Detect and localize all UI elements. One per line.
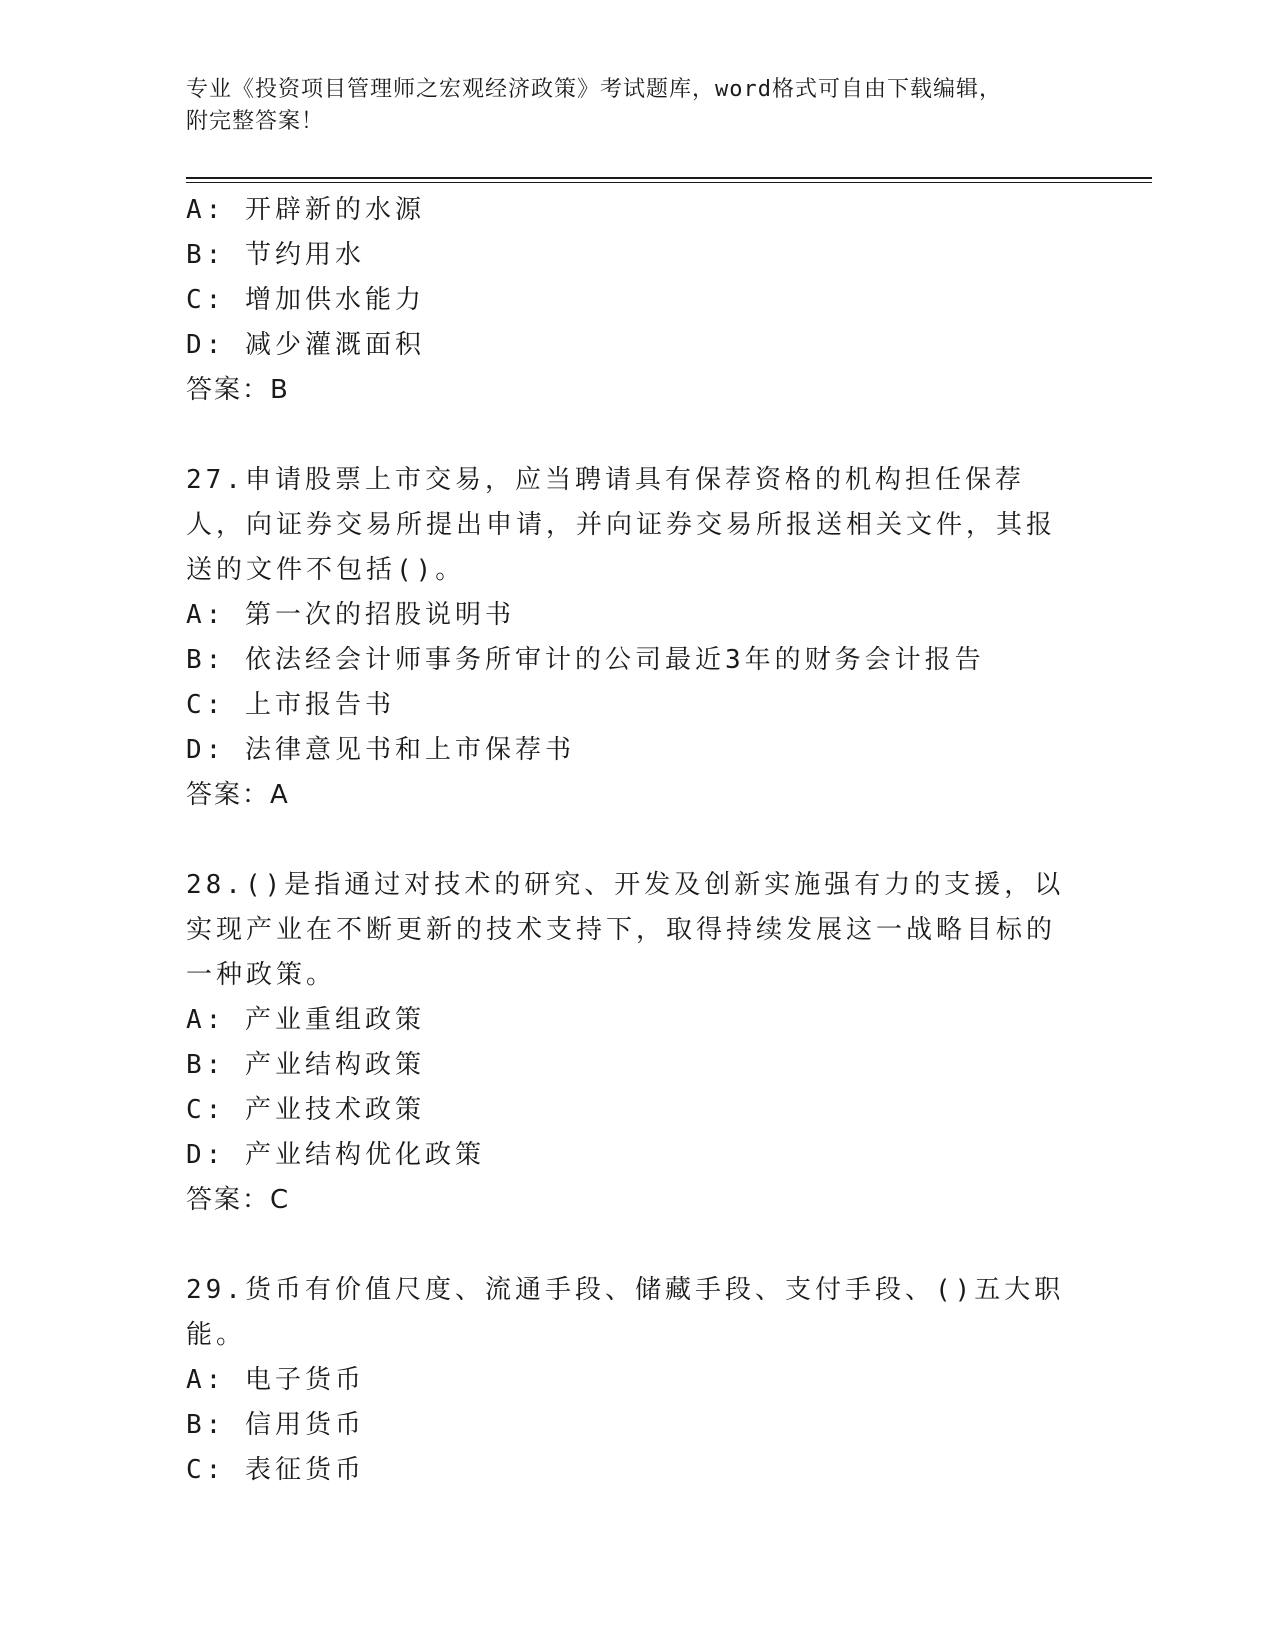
- question-stem: 27.申请股票上市交易，应当聘请具有保荐资格的机构担任保荐人，向证券交易所提出申请，并向证券交易所报送相关文件，其报送的文件不包括()。: [186, 465, 1057, 585]
- question-27-block: [186, 458, 1086, 818]
- option-b: B: 产业结构政策: [186, 1050, 425, 1080]
- header-divider-thick: [186, 177, 1152, 179]
- spacer: [186, 1223, 1086, 1268]
- option-a: A: 电子货币: [186, 1365, 365, 1395]
- option-c: C: 产业技术政策: [186, 1095, 425, 1125]
- question-29-block: [186, 1268, 1086, 1493]
- option-d: D: 减少灌溉面积: [186, 330, 425, 360]
- spacer: [186, 413, 1086, 458]
- option-a: A: 开辟新的水源: [186, 195, 425, 225]
- answer-line: 答案：C: [186, 1185, 291, 1215]
- header-line-1: 专业《投资项目管理师之宏观经济政策》考试题库，word格式可自由下载编辑，: [186, 77, 1002, 102]
- question-stem: 29.货币有价值尺度、流通手段、储藏手段、支付手段、()五大职能。: [186, 1275, 1065, 1350]
- spacer: [186, 818, 1086, 863]
- option-d: D: 产业结构优化政策: [186, 1140, 485, 1170]
- answer-line: 答案：A: [186, 780, 290, 810]
- question-list: [186, 188, 1086, 1493]
- option-c: C: 表征货币: [186, 1455, 365, 1485]
- question-28-block: [186, 863, 1086, 1223]
- option-a: A: 产业重组政策: [186, 1005, 425, 1035]
- option-d: D: 法律意见书和上市保荐书: [186, 735, 575, 765]
- question-stem: 28.()是指通过对技术的研究、开发及创新实施强有力的支援，以实现产业在不断更新的技术支持下，取得持续发展这一战略目标的一种政策。: [186, 870, 1065, 990]
- document-header: [186, 74, 1086, 138]
- option-c: C: 上市报告书: [186, 690, 395, 720]
- header-line-2: 附完整答案！: [186, 109, 325, 134]
- option-c: C: 增加供水能力: [186, 285, 425, 315]
- option-a: A: 第一次的招股说明书: [186, 600, 515, 630]
- option-b: B: 依法经会计师事务所审计的公司最近3年的财务会计报告: [186, 645, 985, 675]
- option-b: B: 节约用水: [186, 240, 365, 270]
- header-divider-thin: [186, 182, 1152, 183]
- answer-line: 答案：B: [186, 375, 290, 405]
- question-26-block: [186, 188, 1086, 413]
- option-b: B: 信用货币: [186, 1410, 365, 1440]
